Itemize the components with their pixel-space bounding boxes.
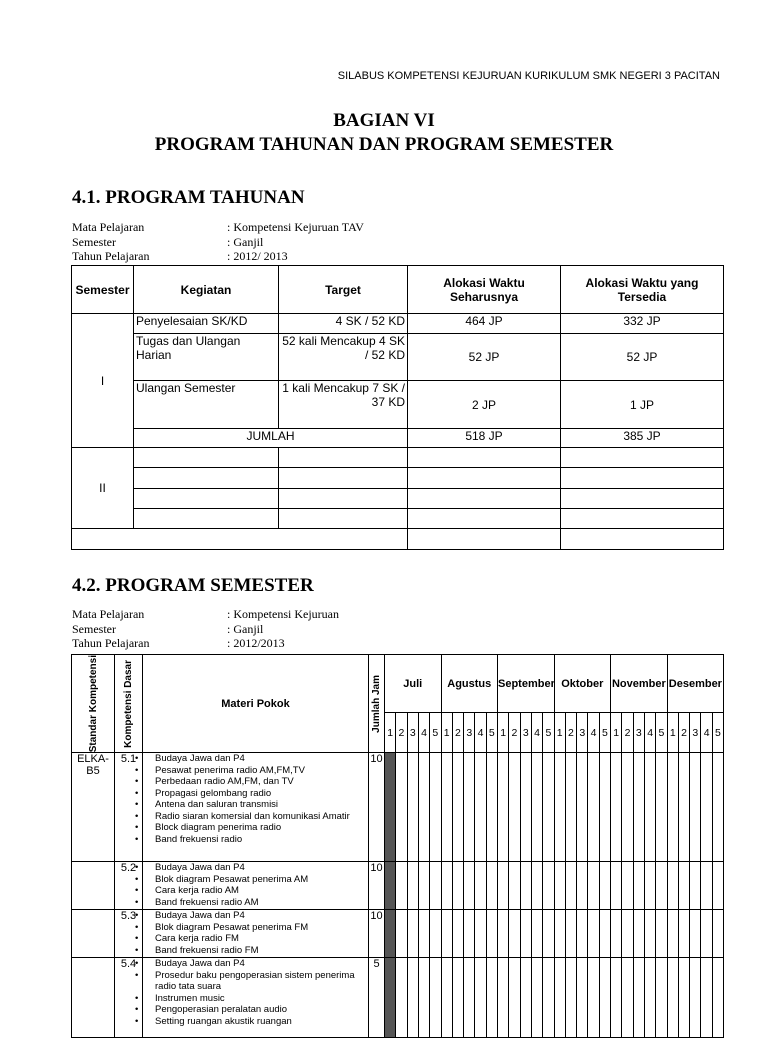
materi-item: • Setting ruangan akustik ruangan [145,1016,366,1028]
schedule-cell [452,958,463,1038]
schedule-cell [577,958,588,1038]
schedule-cell [656,910,667,958]
schedule-cell [531,753,542,862]
empty-cell [134,468,279,489]
col-header-target: Target [279,266,408,314]
week-header: 5 [430,713,441,753]
schedule-cell [486,910,497,958]
schedule-cell [475,862,486,910]
materi-item: • Band frekuensi radio [145,834,366,846]
schedule-cell [396,910,407,958]
schedule-cell [498,958,509,1038]
kegiatan-cell: Ulangan Semester [134,381,279,429]
week-header: 3 [464,713,475,753]
alokasi-seharusnya-cell: 2 JP [408,381,561,429]
alokasi-tersedia-cell: 1 JP [561,381,724,429]
week-header: 5 [486,713,497,753]
week-header: 2 [396,713,407,753]
schedule-cell [520,862,531,910]
meta-row: Mata Pelajaran : Kompetensi Kejuruan [72,607,339,621]
week-header: 4 [418,713,429,753]
month-header: Agustus [441,655,497,713]
schedule-cell [599,753,610,862]
materi-item: • Blok diagram Pesawat penerima FM [145,922,366,934]
meta-row: Semester : Ganjil [72,621,264,636]
page-header: SILABUS KOMPETENSI KEJURUAN KURIKULUM SMK NEGERI 3 PACITAN [337,70,720,82]
schedule-cell [430,753,441,862]
section-title-program-semester: 4.2. PROGRAM SEMESTER [72,575,314,596]
schedule-cell [486,753,497,862]
schedule-cell [701,910,712,958]
month-header: November [611,655,668,713]
empty-cell [408,509,561,529]
schedule-cell [531,862,542,910]
semester-cell: II [72,448,134,529]
empty-cell [134,489,279,509]
schedule-cell [656,753,667,862]
target-cell: 4 SK / 52 KD [279,314,408,334]
schedule-cell [667,753,678,862]
schedule-cell [633,958,644,1038]
kompetensi-dasar-cell: 5.1 [115,753,143,862]
schedule-cell [712,910,723,958]
schedule-cell [486,862,497,910]
schedule-cell [396,753,407,862]
jumlah-jam-cell: 5 [369,958,385,1038]
schedule-cell [430,958,441,1038]
week-header: 5 [599,713,610,753]
kegiatan-cell: Tugas dan Ulangan Harian [134,334,279,381]
standar-kompetensi-cell [72,958,115,1038]
kompetensi-dasar-cell: 5.4 [115,958,143,1038]
materi-item: • Antena dan saluran transmisi [145,799,366,811]
schedule-cell [396,958,407,1038]
schedule-cell [565,862,576,910]
schedule-cell [599,862,610,910]
schedule-cell [577,862,588,910]
week-header: 2 [565,713,576,753]
empty-cell [561,468,724,489]
month-header: September [498,655,555,713]
schedule-cell [611,958,622,1038]
schedule-cell [418,910,429,958]
program-semester-table [71,654,724,1038]
schedule-cell [543,910,554,958]
schedule-cell [622,862,633,910]
col-header-alokasi-seharusnya: Alokasi Waktu Seharusnya [408,266,561,314]
empty-cell [408,489,561,509]
month-header: Desember [667,655,724,713]
col-header-kompetensi-dasar: Kompetensi Dasar [115,655,143,753]
week-header: 3 [407,713,418,753]
program-tahunan-table [71,265,724,550]
schedule-cell [678,862,689,910]
schedule-cell [577,753,588,862]
schedule-cell [690,910,701,958]
schedule-cell [418,862,429,910]
schedule-cell [543,958,554,1038]
schedule-cell [418,958,429,1038]
schedule-cell [407,753,418,862]
week-header: 2 [622,713,633,753]
week-header: 4 [588,713,599,753]
schedule-cell [452,910,463,958]
schedule-cell [385,910,396,958]
week-header: 3 [690,713,701,753]
week-header: 4 [701,713,712,753]
col-header-jumlah-jam: Jumlah Jam [369,655,385,753]
meta-block-tahunan [72,220,364,264]
week-header: 4 [475,713,486,753]
schedule-cell [464,862,475,910]
alokasi-tersedia-cell: 332 JP [561,314,724,334]
schedule-cell [622,910,633,958]
page-subtitle: PROGRAM TAHUNAN DAN PROGRAM SEMESTER [154,134,614,155]
materi-item: • Cara kerja radio FM [145,933,366,945]
schedule-cell [678,910,689,958]
month-header: Juli [385,655,442,713]
materi-item: • Cara kerja radio AM [145,885,366,897]
materi-item: • Block diagram penerima radio [145,822,366,834]
jumlah-seharusnya: 518 JP [408,429,561,448]
schedule-cell [611,910,622,958]
empty-cell [279,489,408,509]
alokasi-seharusnya-cell: 464 JP [408,314,561,334]
schedule-cell [441,753,452,862]
alokasi-tersedia-cell: 52 JP [561,334,724,381]
kegiatan-cell: Penyelesaian SK/KD [134,314,279,334]
section-title-program-tahunan: 4.1. PROGRAM TAHUNAN [72,187,305,208]
schedule-cell [588,910,599,958]
schedule-cell [464,910,475,958]
week-header: 1 [667,713,678,753]
schedule-cell [690,958,701,1038]
schedule-cell [385,753,396,862]
schedule-cell [599,958,610,1038]
schedule-cell [701,753,712,862]
schedule-cell [475,910,486,958]
week-header: 3 [633,713,644,753]
schedule-cell [633,862,644,910]
materi-pokok-cell [143,910,369,958]
schedule-cell [644,753,655,862]
meta-row: Tahun Pelajaran : 2012/2013 [72,636,285,650]
materi-item: • Radio siaran komersial dan komunikasi Amatir [145,811,366,823]
schedule-cell [690,753,701,862]
target-cell: 52 kali Mencakup 4 SK / 52 KD [279,334,408,381]
schedule-cell [633,753,644,862]
schedule-cell [407,958,418,1038]
materi-item: • Propagasi gelombang radio [145,788,366,800]
schedule-cell [475,958,486,1038]
schedule-cell [407,862,418,910]
empty-cell [561,529,724,550]
schedule-cell [577,910,588,958]
meta-block-semester [72,607,339,651]
week-header: 1 [498,713,509,753]
schedule-cell [385,958,396,1038]
week-header: 2 [509,713,520,753]
schedule-cell [690,862,701,910]
kompetensi-dasar-cell: 5.2 [115,862,143,910]
schedule-cell [678,958,689,1038]
schedule-cell [565,753,576,862]
week-header: 1 [441,713,452,753]
schedule-cell [667,958,678,1038]
schedule-cell [588,862,599,910]
empty-cell [279,448,408,468]
page-title: BAGIAN VI [333,110,435,131]
schedule-cell [712,753,723,862]
standar-kompetensi-cell [72,862,115,910]
empty-cell [561,509,724,529]
week-header: 4 [644,713,655,753]
schedule-cell [611,753,622,862]
schedule-cell [486,958,497,1038]
schedule-cell [441,958,452,1038]
col-header-alokasi-tersedia: Alokasi Waktu yang Tersedia [561,266,724,314]
materi-item: • Instrumen music [145,993,366,1005]
schedule-cell [531,958,542,1038]
schedule-cell [656,862,667,910]
schedule-cell [418,753,429,862]
materi-item: • Prosedur baku pengoperasian sistem penerima radio tata suara [145,970,366,993]
schedule-cell [633,910,644,958]
schedule-cell [509,958,520,1038]
week-header: 2 [452,713,463,753]
empty-cell [561,489,724,509]
kompetensi-dasar-cell: 5.3 [115,910,143,958]
schedule-cell [475,753,486,862]
jumlah-jam-cell: 10 [369,910,385,958]
schedule-cell [565,958,576,1038]
schedule-cell [554,862,565,910]
schedule-cell [656,958,667,1038]
col-header-kegiatan: Kegiatan [134,266,279,314]
schedule-cell [622,753,633,862]
schedule-cell [452,862,463,910]
schedule-cell [520,910,531,958]
schedule-cell [441,862,452,910]
materi-item: • Band frekuensi radio AM [145,897,366,909]
materi-list [145,753,366,845]
materi-item: • Blok diagram Pesawat penerima AM [145,874,366,886]
materi-pokok-cell [143,862,369,910]
standar-kompetensi-cell [72,910,115,958]
jumlah-jam-cell: 10 [369,862,385,910]
schedule-cell [554,753,565,862]
schedule-cell [644,862,655,910]
materi-list [145,862,366,908]
schedule-cell [520,958,531,1038]
target-cell: 1 kali Mencakup 7 SK / 37 KD [279,381,408,429]
schedule-cell [509,753,520,862]
standar-kompetensi-cell: ELKA-B5 [72,753,115,862]
week-header: 1 [611,713,622,753]
schedule-cell [554,910,565,958]
schedule-cell [498,862,509,910]
materi-pokok-cell [143,958,369,1038]
schedule-cell [407,910,418,958]
week-header: 3 [577,713,588,753]
schedule-cell [452,753,463,862]
materi-item: • Budaya Jawa dan P4 [145,862,366,874]
materi-item: • Budaya Jawa dan P4 [145,958,366,970]
empty-cell [279,468,408,489]
schedule-cell [644,958,655,1038]
col-header-semester: Semester [72,266,134,314]
materi-item: • Pesawat penerima radio AM,FM,TV [145,765,366,777]
empty-cell [408,529,561,550]
schedule-cell [464,753,475,862]
materi-list [145,910,366,956]
empty-cell [561,448,724,468]
jumlah-label: JUMLAH [134,429,408,448]
schedule-cell [678,753,689,862]
schedule-cell [701,862,712,910]
materi-item: • Budaya Jawa dan P4 [145,910,366,922]
alokasi-seharusnya-cell: 52 JP [408,334,561,381]
schedule-cell [588,958,599,1038]
schedule-cell [531,910,542,958]
empty-cell [134,448,279,468]
schedule-cell [543,862,554,910]
meta-row: Mata Pelajaran : Kompetensi Kejuruan TAV [72,220,364,234]
schedule-cell [464,958,475,1038]
schedule-cell [667,862,678,910]
schedule-cell [509,862,520,910]
meta-row: Tahun Pelajaran : 2012/ 2013 [72,249,288,263]
schedule-cell [441,910,452,958]
schedule-cell [430,910,441,958]
schedule-cell [498,753,509,862]
schedule-cell [712,862,723,910]
week-header: 3 [520,713,531,753]
schedule-cell [509,910,520,958]
schedule-cell [520,753,531,862]
empty-cell [408,448,561,468]
schedule-cell [611,862,622,910]
week-header: 4 [531,713,542,753]
week-header: 5 [712,713,723,753]
week-header: 1 [385,713,396,753]
week-header: 5 [656,713,667,753]
month-header: Oktober [554,655,611,713]
materi-item: • Pengoperasian peralatan audio [145,1004,366,1016]
empty-cell [134,509,279,529]
week-header: 1 [554,713,565,753]
schedule-cell [498,910,509,958]
empty-cell [279,509,408,529]
materi-item: • Band frekuensi radio FM [145,945,366,957]
jumlah-jam-cell: 10 [369,753,385,862]
materi-item: • Budaya Jawa dan P4 [145,753,366,765]
materi-list [145,958,366,1027]
schedule-cell [588,753,599,862]
schedule-cell [712,958,723,1038]
empty-cell [72,529,408,550]
schedule-cell [385,862,396,910]
semester-cell: I [72,314,134,448]
materi-pokok-cell [143,753,369,862]
col-header-materi-pokok: Materi Pokok [143,655,369,753]
col-header-standar-kompetensi: Standar Kompetensi [72,655,115,753]
schedule-cell [430,862,441,910]
schedule-cell [565,910,576,958]
materi-item: • Perbedaan radio AM,FM, dan TV [145,776,366,788]
schedule-cell [396,862,407,910]
meta-row: Semester : Ganjil [72,234,264,249]
schedule-cell [701,958,712,1038]
jumlah-tersedia: 385 JP [561,429,724,448]
schedule-cell [644,910,655,958]
schedule-cell [554,958,565,1038]
schedule-cell [622,958,633,1038]
week-header: 2 [678,713,689,753]
schedule-cell [543,753,554,862]
schedule-cell [667,910,678,958]
empty-cell [408,468,561,489]
schedule-cell [599,910,610,958]
week-header: 5 [543,713,554,753]
